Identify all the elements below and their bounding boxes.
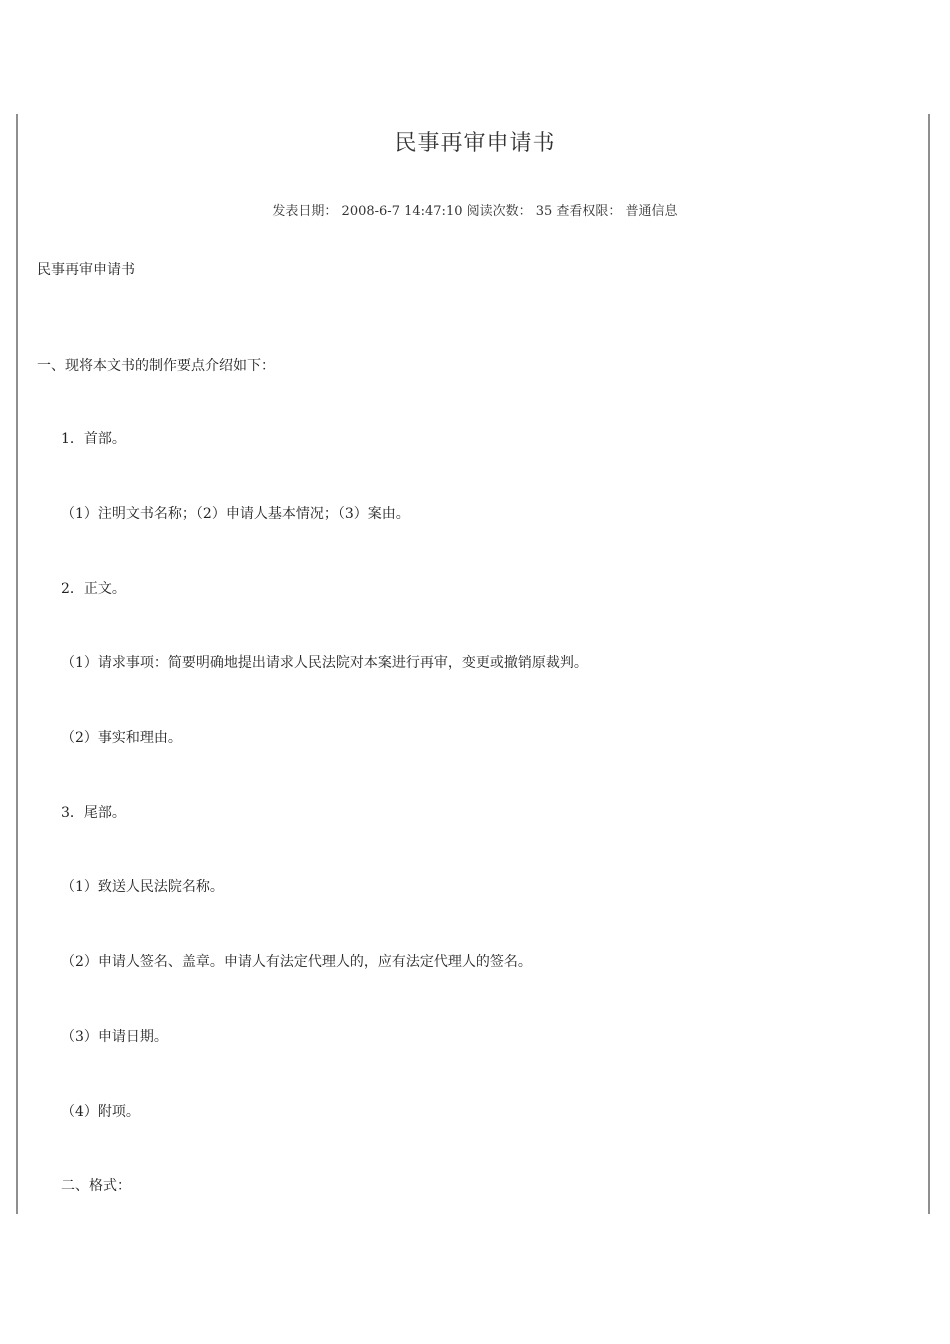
item-2-detail-1: （1）请求事项：简要明确地提出请求人民法院对本案进行再审，变更或撤销原裁判。 (61, 655, 588, 671)
section-two-heading: 二、格式： (61, 1178, 131, 1194)
section-one-heading: 一、现将本文书的制作要点介绍如下： (37, 358, 275, 374)
post-meta: 发表日期： 2008-6-7 14:47:10 阅读次数： 35 查看权限： 普通信息 (272, 204, 678, 219)
item-2-detail-2: （2）事实和理由。 (61, 730, 182, 746)
body-heading: 民事再审申请书 (37, 262, 135, 278)
item-3-heading: 3．尾部。 (61, 805, 126, 821)
item-3-detail-4: （4）附项。 (61, 1104, 140, 1120)
item-1-detail: （1）注明文书名称；（2）申请人基本情况；（3）案由。 (61, 506, 410, 522)
item-3-detail-2: （2）申请人签名、盖章。申请人有法定代理人的，应有法定代理人的签名。 (61, 954, 532, 970)
item-1-heading: 1．首部。 (61, 431, 126, 447)
item-3-detail-3: （3）申请日期。 (61, 1029, 168, 1045)
item-3-detail-1: （1）致送人民法院名称。 (61, 879, 224, 895)
item-2-heading: 2．正文。 (61, 581, 126, 597)
page-title: 民事再审申请书 (394, 131, 556, 156)
